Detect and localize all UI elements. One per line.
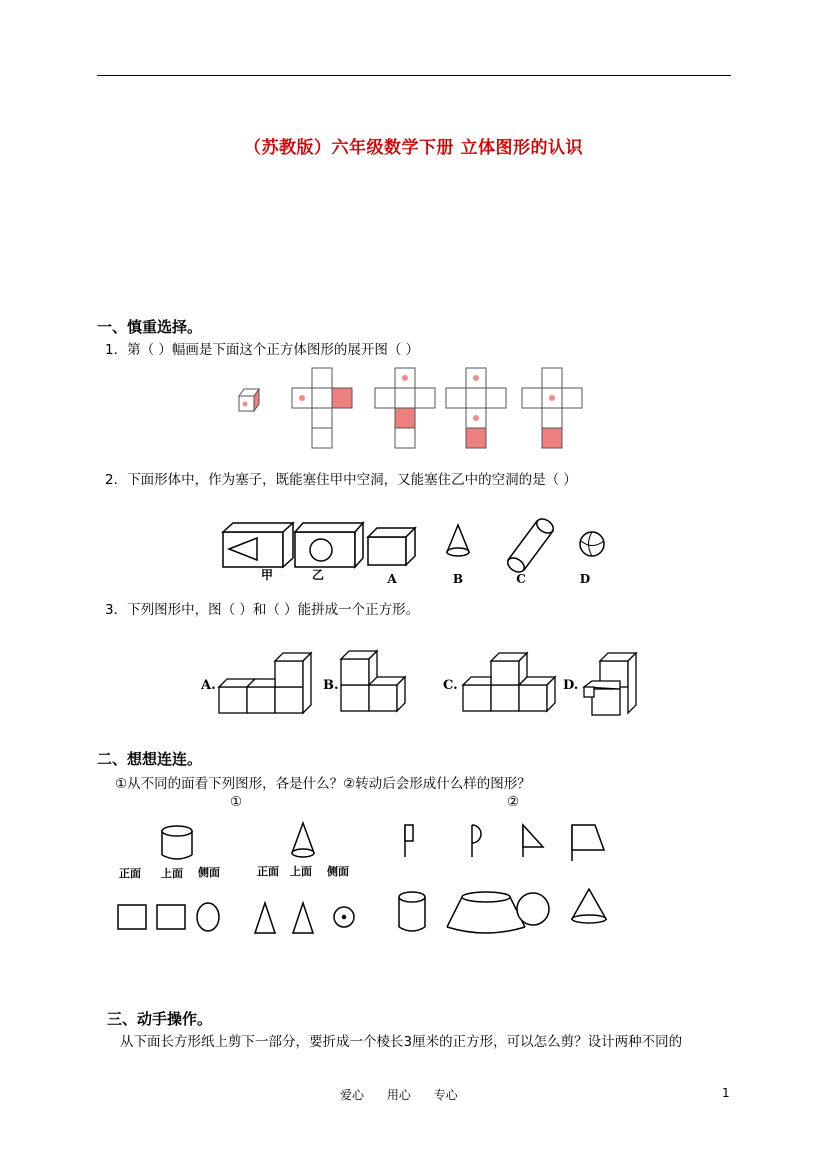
section2-heading: 二、想想连连。 <box>97 750 203 768</box>
shape-c <box>463 653 555 711</box>
result-cone <box>572 889 606 923</box>
label-top-2: 上面 <box>290 865 312 878</box>
box-jia <box>223 523 293 567</box>
label-side-1: 侧面 <box>198 866 220 879</box>
box-yi <box>295 523 363 567</box>
label-shape-b: B. <box>323 678 339 693</box>
label-front-2: 正面 <box>257 865 279 878</box>
q2-figure <box>215 505 615 590</box>
option-a-cuboid <box>368 528 415 565</box>
section2-prompt: ①从不同的面看下列图形，各是什么？②转动后会形成什么样的图形？ <box>115 776 531 792</box>
label-shape-a: A. <box>201 678 216 693</box>
result-frustum <box>447 892 525 933</box>
view-rect-2 <box>157 905 185 929</box>
label-jia: 甲 <box>260 568 274 582</box>
cone-solid <box>292 823 314 857</box>
question-2: 2．下面形体中，作为塞子，既能塞住甲中空洞，又能塞住乙中的空洞的是（ ） <box>105 472 577 488</box>
net-option-4 <box>522 368 582 448</box>
cylinder-solid <box>162 826 192 859</box>
rotation-shape-2 <box>472 825 481 857</box>
label-side-2: 侧面 <box>327 865 349 878</box>
label-a: A <box>387 572 397 586</box>
section2-figure <box>105 815 625 940</box>
option-b-cone <box>447 525 469 556</box>
page-title: （苏教版）六年级数学下册 立体图形的认识 <box>244 138 583 158</box>
rotation-shape-4 <box>572 825 604 861</box>
q1-figure <box>230 360 590 455</box>
label-front-1: 正面 <box>119 867 141 880</box>
view-rect-1 <box>118 905 146 929</box>
label-shape-c: C. <box>443 678 458 693</box>
view-circle <box>197 903 219 931</box>
net-option-1 <box>292 368 352 448</box>
net-option-3 <box>446 368 506 448</box>
net-option-2 <box>375 368 435 448</box>
option-d-sphere <box>580 532 604 556</box>
footer-motto: 爱心 用心 专心 <box>340 1088 458 1102</box>
rotation-shape-3 <box>523 825 543 857</box>
shape-d <box>584 653 636 715</box>
rotation-shape-1 <box>405 825 413 857</box>
marker-1: ① <box>230 794 243 810</box>
view-triangle-1 <box>255 903 275 933</box>
cube-icon <box>239 389 259 411</box>
view-triangle-2 <box>293 903 313 933</box>
q3-figure <box>195 645 645 725</box>
label-top-1: 上面 <box>161 867 183 880</box>
section1-heading: 一、慎重选择。 <box>97 318 203 336</box>
section3-heading: 三、动手操作。 <box>107 1010 213 1028</box>
label-c: C <box>516 572 526 586</box>
shape-a <box>219 653 311 713</box>
section3-text: 从下面长方形纸上剪下一部分，要折成一个棱长3厘米的正方形，可以怎么剪？设计两种不同的 <box>120 1034 683 1050</box>
label-d: D <box>579 572 591 586</box>
page-number: 1 <box>722 1086 730 1100</box>
header-rule <box>97 75 731 76</box>
result-cylinder <box>399 892 425 931</box>
label-yi: 乙 <box>311 568 325 582</box>
option-c-cylinder <box>505 516 556 575</box>
shape-b <box>341 651 405 711</box>
label-shape-d: D. <box>563 678 579 693</box>
question-1: 1．第（ ）幅画是下面这个正方体图形的展开图（ ） <box>105 342 420 358</box>
question-3: 3．下列图形中，图（ ）和（ ）能拼成一个正方形。 <box>105 602 420 618</box>
marker-2: ② <box>507 794 520 810</box>
label-b: B <box>452 572 464 586</box>
result-sphere <box>517 893 549 925</box>
